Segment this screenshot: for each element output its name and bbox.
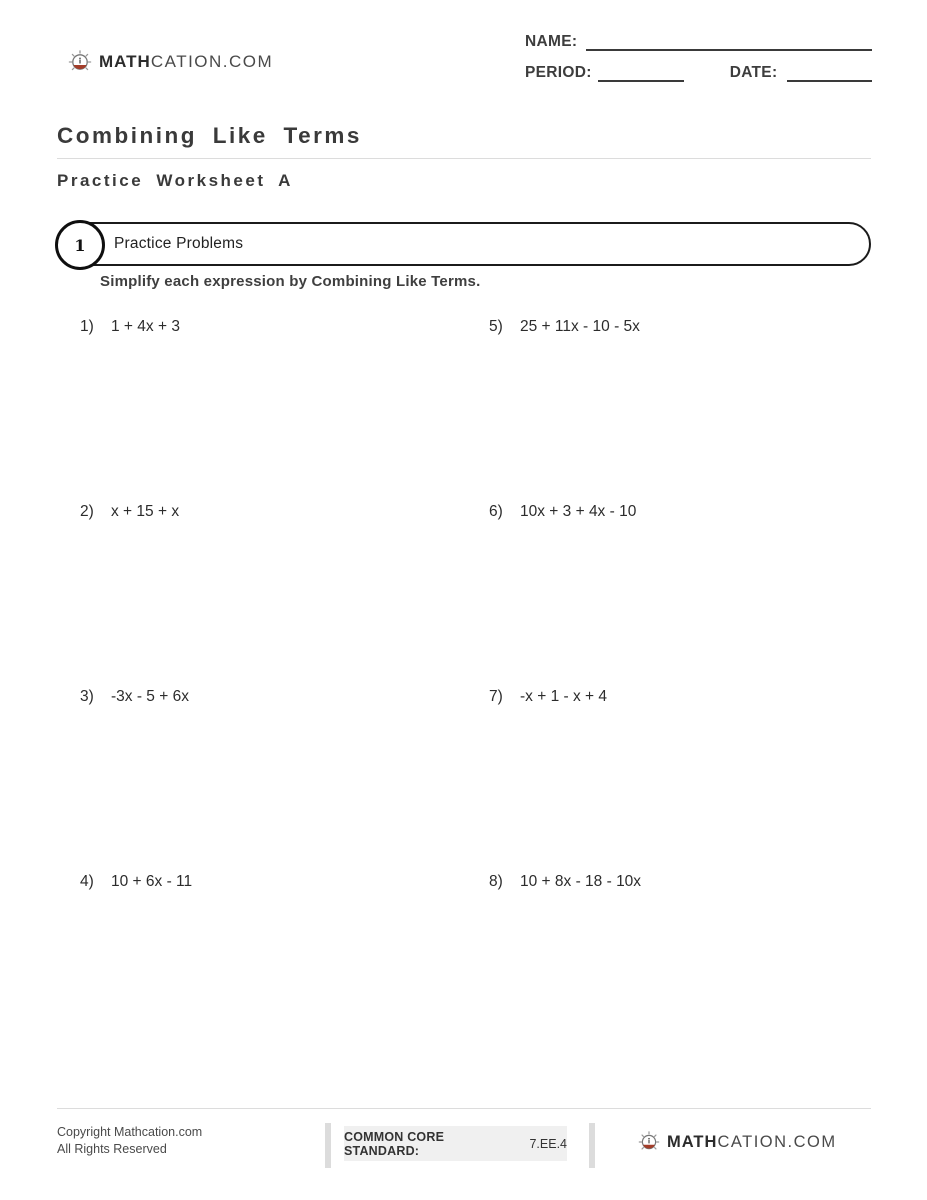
brand-bold: MATH [99,52,151,71]
standard-value: 7.EE.4 [529,1136,567,1151]
problem-item-8 [489,873,871,1058]
problem-number: 5) [489,318,503,335]
lightbulb-icon [638,1131,660,1153]
problem-item-7 [489,688,871,873]
footer-divider [57,1108,871,1109]
name-row [525,33,872,51]
copyright-line2: All Rights Reserved [57,1142,167,1156]
problem-expression: -3x - 5 + 6x [111,688,189,705]
copyright-text [57,1124,202,1158]
problem-item-6 [489,503,871,688]
problem-number: 7) [489,688,503,705]
period-label: PERIOD: [525,64,592,81]
problem-item-1 [80,318,489,503]
brand-light: CATION.COM [717,1132,837,1151]
brand-bold: MATH [667,1132,718,1151]
date-label: DATE: [729,64,778,81]
worksheet-title: Combining Like Terms [57,123,362,148]
problem-expression: 25 + 11x - 10 - 5x [520,318,640,335]
name-label: NAME: [525,33,578,50]
problem-expression: 1 + 4x + 3 [111,318,180,335]
problems-grid [80,318,871,1058]
student-info-fields [525,33,872,95]
problem-number: 3) [80,688,94,705]
lightbulb-icon [68,50,92,74]
title-divider [57,158,871,159]
problem-expression: 10 + 8x - 18 - 10x [520,873,642,890]
problem-item-3 [80,688,489,873]
mathcation-logo [68,50,273,74]
standard-label: COMMON CORE STANDARD: [344,1129,445,1158]
problem-item-2 [80,503,489,688]
problem-expression: 10 + 6x - 11 [111,873,193,890]
footer-separator-bar [325,1123,331,1168]
section-number: 1 [74,235,86,255]
common-core-standard-badge [344,1126,567,1161]
mathcation-logo-footer [638,1131,837,1153]
problem-number: 4) [80,873,94,890]
problem-expression: x + 15 + x [111,503,180,520]
section-header [68,222,871,266]
problem-number: 2) [80,503,94,520]
instruction-text: Simplify each expression by Combining Like Terms. [100,273,481,290]
problem-number: 8) [489,873,503,890]
problem-number: 6) [489,503,503,520]
date-blank-line [787,64,872,82]
period-date-row [525,64,872,82]
name-blank-line [586,33,872,51]
problem-number: 1) [80,318,94,335]
worksheet-subtitle: Practice Worksheet A [57,171,293,190]
section-number-circle [55,220,105,270]
problem-item-4 [80,873,489,1058]
section-label: Practice Problems [114,235,244,252]
problem-expression: 10x + 3 + 4x - 10 [520,503,637,520]
copyright-line1: Copyright Mathcation.com [57,1125,203,1139]
problem-expression: -x + 1 - x + 4 [520,688,608,705]
period-blank-line [598,64,684,82]
footer-separator-bar [589,1123,595,1168]
brand-light: CATION.COM [150,52,274,71]
problem-item-5 [489,318,871,503]
brand-wordmark [667,1133,837,1152]
brand-wordmark [99,52,273,72]
